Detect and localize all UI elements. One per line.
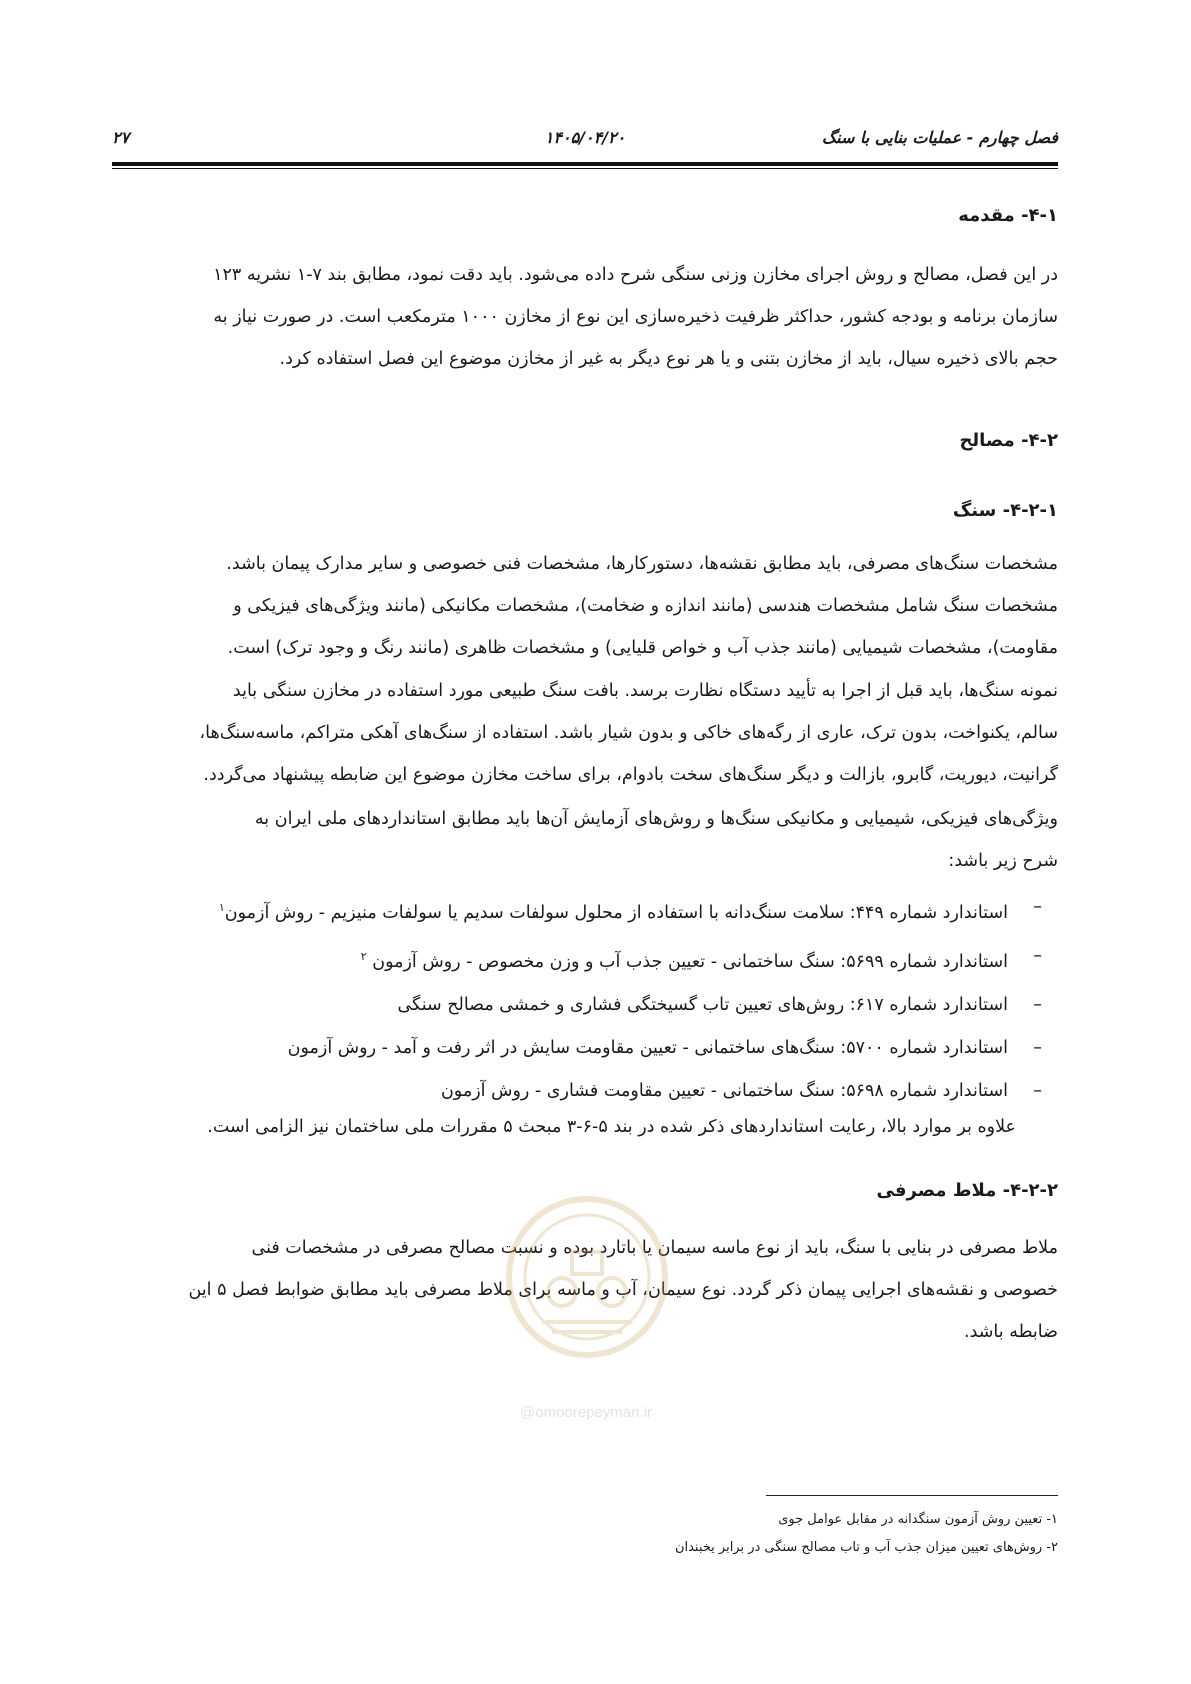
list-item-text: استاندارد شماره ۴۴۹: سلامت سنگ‌دانه با استفاده از محلول سولفات سدیم یا سولفات منیزیم - روش آزمون xyxy=(224,902,1008,923)
section-heading-intro: ۴-۱- مقدمه xyxy=(958,205,1058,226)
footnote-ref: ۱ xyxy=(218,901,225,914)
stone-paragraph-1 xyxy=(112,543,1058,669)
paragraph-line: مشخصات سنگ شامل مشخصات هندسی (مانند اندازه و ضخامت)، مشخصات مکانیکی (مانند ویژگی‌های فیزیکی و xyxy=(233,596,1058,616)
paragraph-line: ویژگی‌های فیزیکی، شیمیایی و مکانیکی سنگ‌ها و روش‌های آزمایش آن‌ها باید مطابق استانداردهای ملی ایران به xyxy=(254,809,1058,829)
paragraph-line: در این فصل، مصالح و روش اجرای مخازن وزنی سنگی شرح داده می‌شود. باید دقت نمود، مطابق بند ۷-۱ نشریه ۱۲۳ xyxy=(213,265,1058,285)
paragraph-line: شرح زیر باشد: xyxy=(948,851,1058,871)
footnote-rule xyxy=(766,1495,1058,1496)
watermark-domain: @omoorepeyman.ir xyxy=(520,1404,652,1421)
footnote-ref: ۲ xyxy=(360,949,367,963)
header-date: ۱۴۰۵/۰۴/۲۰ xyxy=(544,128,626,147)
paragraph-line: ملاط مصرفی در بنایی با سنگ، باید از نوع ماسه سیمان یا باتارد بوده و نسبت مصالح مصرفی در مشخصات فنی xyxy=(251,1238,1058,1258)
header-rule-thin xyxy=(112,168,1058,169)
paragraph-line: حجم بالای ذخیره سیال، باید از مخازن بتنی و یا هر نوع دیگر به غیر از مخازن موضوع این فصل استفاده کرد. xyxy=(279,349,1058,369)
intro-paragraph xyxy=(112,254,1058,380)
stone-paragraph-2 xyxy=(112,670,1058,796)
stone-paragraph-4 xyxy=(112,1106,1037,1148)
standards-list xyxy=(133,886,1058,1113)
header-rule-thick xyxy=(112,162,1058,166)
paragraph-line: گرانیت، دیوریت، گابرو، بازالت و دیگر سنگ‌های سخت بادوام، برای ساخت مخازن موضوع این ضابطه پیشنهاد می‌گردد. xyxy=(203,765,1058,785)
paragraph-line: مشخصات سنگ‌های مصرفی، باید مطابق نقشه‌ها، دستورکارها، مشخصات فنی خصوصی و سایر مدارک پیمان باشد. xyxy=(226,554,1058,574)
section-heading-stone: ۴-۲-۱- سنگ xyxy=(952,500,1058,521)
list-item xyxy=(133,886,1058,935)
list-item-text: استاندارد شماره ۶۱۷: روش‌های تعیین تاب گسیختگی فشاری و خمشی مصالح سنگی xyxy=(397,994,1008,1015)
list-dash: – xyxy=(1033,1037,1042,1058)
list-dash: – xyxy=(1033,897,1042,917)
paragraph-line: خصوصی و نقشه‌های اجرایی پیمان ذکر گردد. نوع سیمان، آب و ماسه برای ملاط مصرفی باید مطابق ضوابط فصل ۵ این xyxy=(188,1280,1058,1300)
list-dash: – xyxy=(1033,945,1042,966)
list-item xyxy=(133,935,1058,984)
list-item-text: استاندارد شماره ۵۶۹۹: سنگ ساختمانی - تعیین جذب آب و وزن مخصوص - روش آزمون xyxy=(372,951,1008,972)
watermark-logo xyxy=(502,1182,672,1422)
footnote-2: ۲- روش‌های تعیین میزان جذب آب و تاب مصالح سنگی در برابر یخبندان xyxy=(674,1540,1058,1555)
stone-paragraph-3 xyxy=(112,798,1058,882)
list-dash: – xyxy=(1033,994,1042,1015)
paragraph-line: نمونه سنگ‌ها، باید قبل از اجرا به تأیید دستگاه نظارت برسد. بافت سنگ طبیعی مورد استفاده در مخازن سنگی باید xyxy=(232,681,1058,701)
page-header xyxy=(112,128,1058,154)
paragraph-line: علاوه بر موارد بالا، رعایت استانداردهای ذکر شده در بند ۵-۶-۳ مبحث ۵ مقررات ملی ساختمان نیز الزامی است. xyxy=(207,1117,1016,1137)
section-heading-mortar: ۴-۲-۲- ملاط مصرفی xyxy=(876,1180,1058,1201)
page-number: ۲۷ xyxy=(112,128,130,147)
watermark-seal-icon xyxy=(502,1182,672,1422)
paragraph-line: سالم، یکنواخت، بدون ترک، عاری از رگه‌های خاکی و بدون شیار باشد. استفاده از سنگ‌های آهکی متراکم، ماسه‌سنگ‌ها، xyxy=(199,723,1058,743)
footnote-1: ۱- تعیین روش آزمون سنگدانه در مقابل عوامل جوی xyxy=(778,1512,1058,1527)
list-item-text: استاندارد شماره ۵۷۰۰: سنگ‌های ساختمانی - تعیین مقاومت سایش در اثر رفت و آمد - روش آزمون xyxy=(287,1037,1008,1058)
chapter-title: فصل چهارم - عملیات بنایی با سنگ xyxy=(821,128,1058,147)
paragraph-line: مقاومت)، مشخصات شیمیایی (مانند جذب آب و خواص قلیایی) و مشخصات ظاهری (مانند رنگ و وجود ترک) است. xyxy=(227,638,1058,658)
list-item xyxy=(133,984,1058,1027)
section-heading-materials: ۴-۲- مصالح xyxy=(959,430,1058,451)
paragraph-line: سازمان برنامه و بودجه کشور، حداکثر ظرفیت ذخیره‌سازی این نوع از مخازن ۱۰۰۰ مترمکعب است. در صورت نیاز به xyxy=(213,307,1058,327)
list-item xyxy=(133,1027,1058,1070)
list-dash: – xyxy=(1033,1080,1042,1101)
paragraph-line: ضابطه باشد. xyxy=(964,1322,1058,1342)
list-item-text: استاندارد شماره ۵۶۹۸: سنگ ساختمانی - تعیین مقاومت فشاری - روش آزمون xyxy=(440,1080,1008,1101)
